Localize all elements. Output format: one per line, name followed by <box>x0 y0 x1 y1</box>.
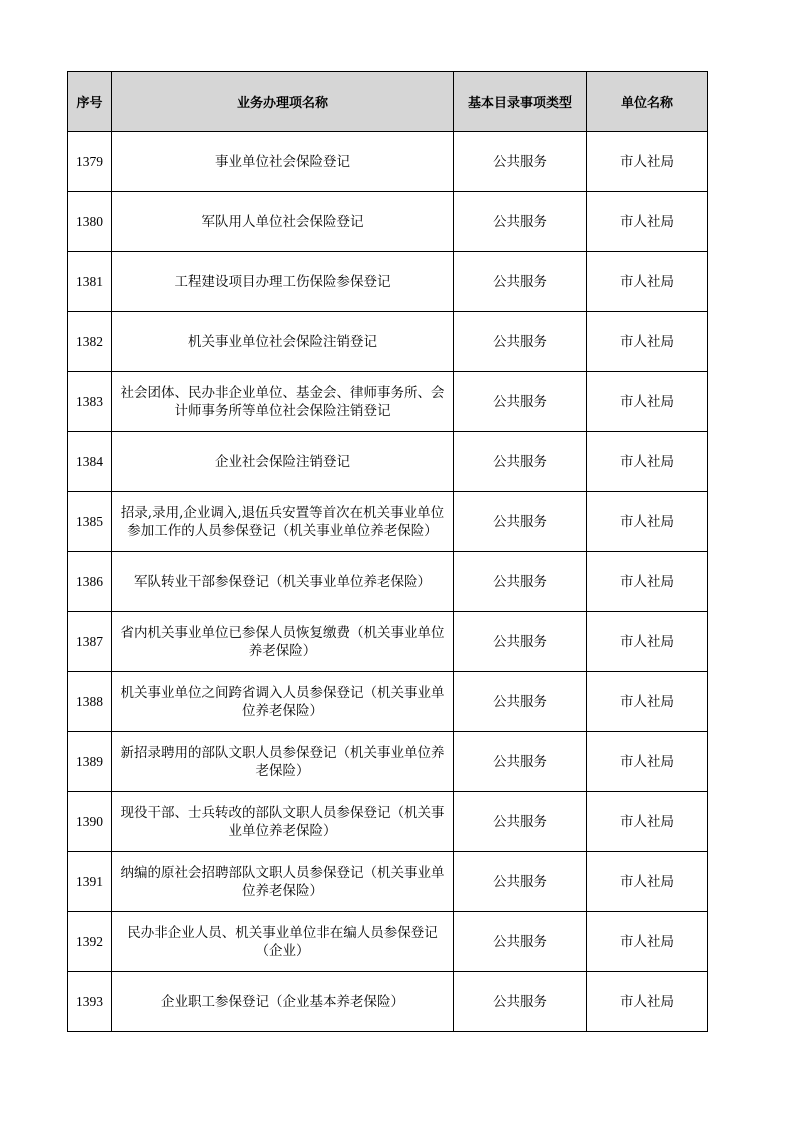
unit-name: 市人社局 <box>587 972 708 1032</box>
table-row <box>68 912 708 972</box>
table-row <box>68 552 708 612</box>
row-number: 1383 <box>68 372 112 432</box>
catalog-item-type: 公共服务 <box>454 732 587 792</box>
table-row <box>68 792 708 852</box>
row-number: 1392 <box>68 912 112 972</box>
row-number: 1385 <box>68 492 112 552</box>
catalog-item-type: 公共服务 <box>454 612 587 672</box>
catalog-item-type: 公共服务 <box>454 372 587 432</box>
unit-name: 市人社局 <box>587 132 708 192</box>
business-item-name: 军队用人单位社会保险登记 <box>112 192 454 252</box>
table-row <box>68 612 708 672</box>
unit-name: 市人社局 <box>587 552 708 612</box>
row-number: 1380 <box>68 192 112 252</box>
catalog-item-type: 公共服务 <box>454 132 587 192</box>
row-number: 1389 <box>68 732 112 792</box>
row-number: 1391 <box>68 852 112 912</box>
table-row <box>68 312 708 372</box>
table-row <box>68 732 708 792</box>
row-number: 1384 <box>68 432 112 492</box>
unit-name: 市人社局 <box>587 192 708 252</box>
business-item-name: 企业职工参保登记（企业基本养老保险） <box>112 972 454 1032</box>
business-item-name: 民办非企业人员、机关事业单位非在编人员参保登记（企业） <box>112 912 454 972</box>
business-item-name: 现役干部、士兵转改的部队文职人员参保登记（机关事业单位养老保险） <box>112 792 454 852</box>
catalog-item-type: 公共服务 <box>454 252 587 312</box>
row-number: 1388 <box>68 672 112 732</box>
table-row <box>68 852 708 912</box>
header-unit: 单位名称 <box>587 72 708 132</box>
table-row <box>68 192 708 252</box>
table-row <box>68 372 708 432</box>
business-item-name: 机关事业单位之间跨省调入人员参保登记（机关事业单位养老保险） <box>112 672 454 732</box>
business-item-name: 工程建设项目办理工伤保险参保登记 <box>112 252 454 312</box>
catalog-item-type: 公共服务 <box>454 792 587 852</box>
business-item-name: 军队转业干部参保登记（机关事业单位养老保险） <box>112 552 454 612</box>
unit-name: 市人社局 <box>587 732 708 792</box>
unit-name: 市人社局 <box>587 432 708 492</box>
catalog-item-type: 公共服务 <box>454 672 587 732</box>
unit-name: 市人社局 <box>587 252 708 312</box>
table-row <box>68 672 708 732</box>
business-item-name: 省内机关事业单位已参保人员恢复缴费（机关事业单位养老保险） <box>112 612 454 672</box>
table-row <box>68 132 708 192</box>
catalog-item-type: 公共服务 <box>454 492 587 552</box>
catalog-item-type: 公共服务 <box>454 972 587 1032</box>
unit-name: 市人社局 <box>587 312 708 372</box>
header-row <box>68 72 708 132</box>
unit-name: 市人社局 <box>587 492 708 552</box>
unit-name: 市人社局 <box>587 612 708 672</box>
business-item-name: 招录,录用,企业调入,退伍兵安置等首次在机关事业单位参加工作的人员参保登记（机关事业单位养老保险） <box>112 492 454 552</box>
unit-name: 市人社局 <box>587 672 708 732</box>
row-number: 1386 <box>68 552 112 612</box>
business-item-name: 事业单位社会保险登记 <box>112 132 454 192</box>
row-number: 1393 <box>68 972 112 1032</box>
table-row <box>68 252 708 312</box>
row-number: 1387 <box>68 612 112 672</box>
business-item-name: 社会团体、民办非企业单位、基金会、律师事务所、会计师事务所等单位社会保险注销登记 <box>112 372 454 432</box>
table-row <box>68 972 708 1032</box>
unit-name: 市人社局 <box>587 372 708 432</box>
catalog-item-type: 公共服务 <box>454 312 587 372</box>
business-item-name: 新招录聘用的部队文职人员参保登记（机关事业单位养老保险） <box>112 732 454 792</box>
catalog-item-type: 公共服务 <box>454 552 587 612</box>
row-number: 1381 <box>68 252 112 312</box>
table-row <box>68 432 708 492</box>
row-number: 1390 <box>68 792 112 852</box>
catalog-item-type: 公共服务 <box>454 432 587 492</box>
service-items-table <box>67 71 708 1032</box>
header-name: 业务办理项名称 <box>112 72 454 132</box>
table-row <box>68 492 708 552</box>
unit-name: 市人社局 <box>587 912 708 972</box>
header-type: 基本目录事项类型 <box>454 72 587 132</box>
business-item-name: 纳编的原社会招聘部队文职人员参保登记（机关事业单位养老保险） <box>112 852 454 912</box>
business-item-name: 机关事业单位社会保险注销登记 <box>112 312 454 372</box>
catalog-item-type: 公共服务 <box>454 912 587 972</box>
unit-name: 市人社局 <box>587 792 708 852</box>
catalog-item-type: 公共服务 <box>454 852 587 912</box>
unit-name: 市人社局 <box>587 852 708 912</box>
business-item-name: 企业社会保险注销登记 <box>112 432 454 492</box>
catalog-item-type: 公共服务 <box>454 192 587 252</box>
row-number: 1379 <box>68 132 112 192</box>
table-body <box>68 132 708 1032</box>
header-no: 序号 <box>68 72 112 132</box>
row-number: 1382 <box>68 312 112 372</box>
